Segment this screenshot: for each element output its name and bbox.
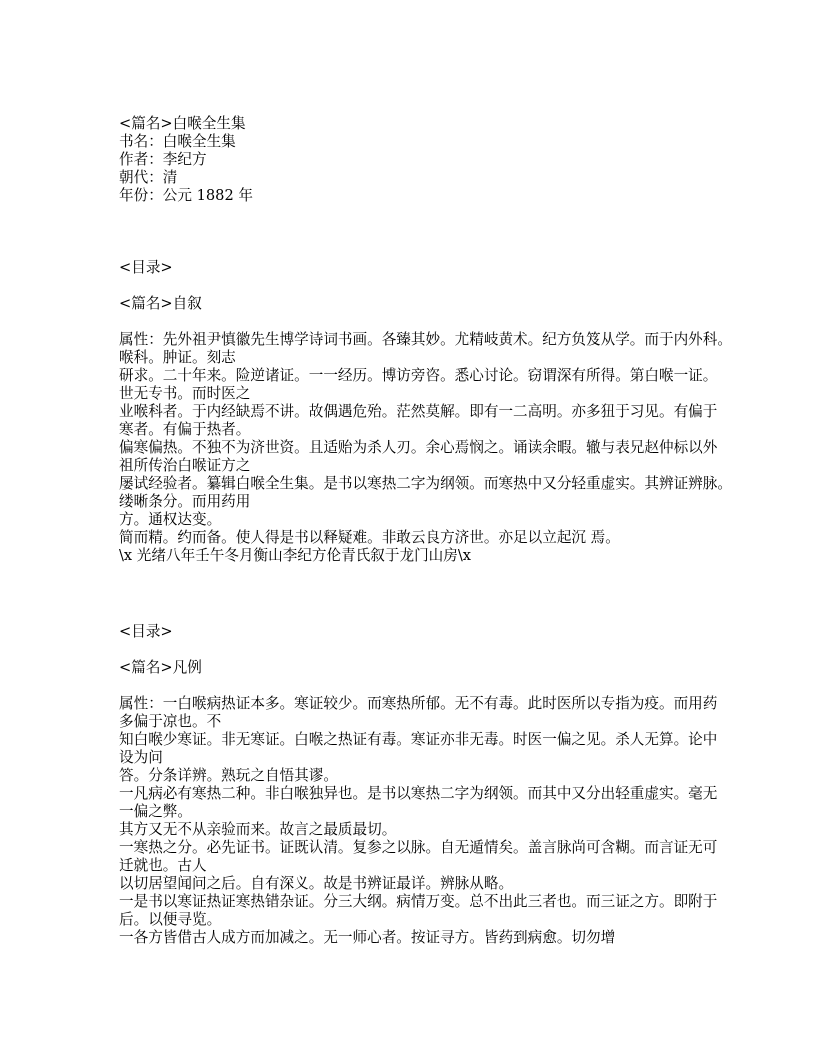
text-line: 一凡病必有寒热二种。非白喉独异也。是书以寒热二字为纲领。而其中又分出轻重虚实。毫无 bbox=[119, 785, 718, 802]
text-line: 迁就也。古人 bbox=[119, 857, 207, 874]
text-line: 寒者。有偏于热者。 bbox=[119, 421, 251, 438]
text-line: 方。通权达变。 bbox=[119, 511, 222, 528]
text-line: 属性：一白喉病热证本多。寒证较少。而寒热所郁。无不有毒。此时医所以专指为疫。而用药 bbox=[119, 695, 718, 712]
metadata-line: 书名：白喉全生集 bbox=[119, 133, 236, 150]
text-line: 多偏于凉也。不 bbox=[119, 713, 222, 730]
text-line: 缕晰条分。而用药用 bbox=[119, 493, 251, 510]
metadata-line: 作者：李纪方 bbox=[119, 151, 207, 168]
text-line: 业喉科者。于内经缺焉不讲。故偶遇危殆。茫然莫解。即有一二高明。亦多狃于习见。有偏于 bbox=[119, 403, 718, 420]
metadata-line: 年份：公元 1882 年 bbox=[119, 187, 253, 204]
toc-label: <目录> bbox=[119, 623, 173, 640]
metadata-line: <篇名>白喉全生集 bbox=[119, 115, 246, 132]
metadata-line: 朝代：清 bbox=[119, 169, 178, 186]
text-line: 研求。二十年来。险逆诸证。一一经历。博访旁咨。悉心讨论。窃谓深有所得。第白喉一证。 bbox=[119, 367, 718, 384]
text-line: 属性：先外祖尹慎徽先生博学诗词书画。各臻其妙。尤精岐黄术。纪方负笈从学。而于内外科。 bbox=[119, 331, 732, 348]
text-line: \x 光绪八年壬午冬月衡山李纪方伦青氏叙于龙门山房\x bbox=[119, 547, 471, 564]
text-line: 以切居望闻问之后。自有深义。故是书辨证最详。辨脉从略。 bbox=[119, 875, 514, 892]
text-line: 答。分条详辨。熟玩之自悟其谬。 bbox=[119, 767, 338, 784]
text-line: 设为问 bbox=[119, 749, 163, 766]
section-title: <篇名>凡例 bbox=[119, 659, 202, 676]
header-block bbox=[119, 115, 719, 205]
toc-label: <目录> bbox=[119, 259, 173, 276]
section-guidelines bbox=[119, 623, 719, 947]
text-line: 喉科。肿证。刻志 bbox=[119, 349, 236, 366]
text-line: 一偏之弊。 bbox=[119, 803, 192, 820]
section-preface bbox=[119, 259, 732, 565]
text-line: 一是书以寒证热证寒热错杂证。分三大纲。病情万变。总不出此三者也。而三证之方。即附于 bbox=[119, 893, 718, 910]
text-line: 一寒热之分。必先证书。证既认清。复参之以脉。自无遁情矣。盖言脉尚可含糊。而言证无可 bbox=[119, 839, 718, 856]
text-line: 屡试经验者。纂辑白喉全生集。是书以寒热二字为纲领。而寒热中又分轻重虚实。其辨证辨脉。 bbox=[119, 475, 732, 492]
text-line: 知白喉少寒证。非无寒证。白喉之热证有毒。寒证亦非无毒。时医一偏之见。杀人无算。论中 bbox=[119, 731, 718, 748]
text-line: 偏寒偏热。不独不为济世资。且适贻为杀人刃。余心焉悯之。诵读余暇。辙与表兄赵仲标以外 bbox=[119, 439, 718, 456]
document-page bbox=[119, 115, 732, 947]
text-line: 一各方皆借古人成方而加减之。无一师心者。按证寻方。皆药到病愈。切勿增 bbox=[119, 929, 616, 946]
text-line: 祖所传治白喉证方之 bbox=[119, 457, 251, 474]
text-line: 简而精。约而备。使人得是书以释疑难。非敢云良方济世。亦足以立起沉 焉。 bbox=[119, 529, 620, 546]
text-line: 其方又无不从亲验而来。故言之最质最切。 bbox=[119, 821, 397, 838]
text-line: 后。以便寻览。 bbox=[119, 911, 222, 928]
section-title: <篇名>自叙 bbox=[119, 295, 202, 312]
text-line: 世无专书。而时医之 bbox=[119, 385, 251, 402]
